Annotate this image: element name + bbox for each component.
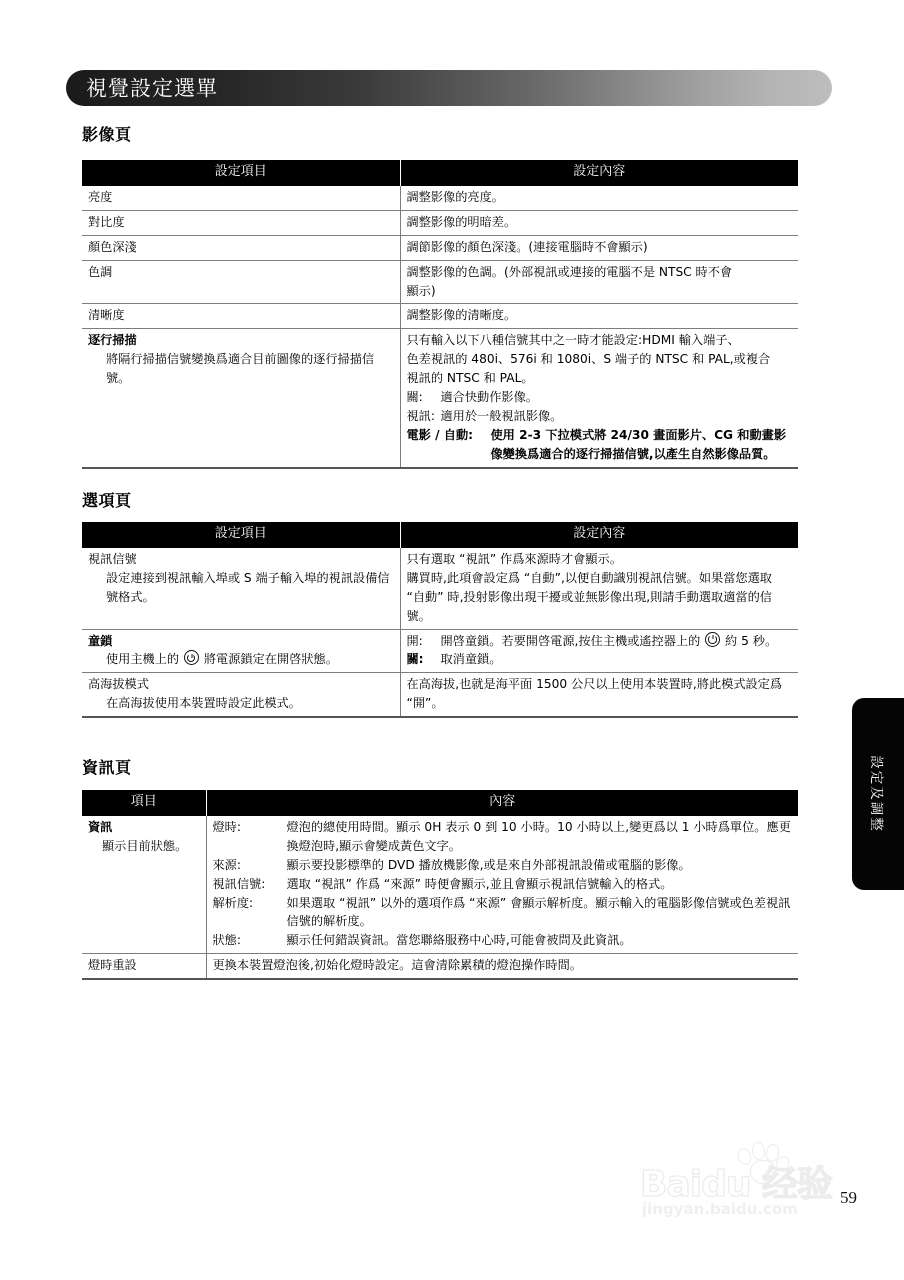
row-description (400, 629, 798, 673)
info-value: 選取 “視訊” 作爲 “來源” 時便會顯示,並且會顯示視訊信號輸入的格式。 (286, 876, 673, 891)
page-number: 59 (840, 1188, 857, 1207)
info-entry (213, 875, 794, 894)
row-item-title: 資訊 (88, 819, 113, 834)
table-row (82, 673, 798, 717)
row-item-label: 亮度 (82, 186, 400, 210)
section-heading-image-page: 影像頁 (82, 125, 132, 144)
info-value: 燈泡的總使用時間。顯示 0H 表示 0 到 10 小時。10 小時以上,變更爲以 1 小時爲單位。應更換燈泡時,顯示會變成黃色文字。 (286, 819, 791, 853)
row-description (206, 816, 798, 954)
column-header-item: 設定項目 (82, 160, 400, 186)
page-banner (66, 70, 832, 106)
info-value: 顯示要投影標準的 DVD 播放機影像,或是來自外部視訊設備或電腦的影像。 (286, 857, 691, 872)
row-item-subtitle: 顯示目前狀態。 (102, 838, 188, 853)
info-entry (213, 894, 794, 932)
desc-line: 只有選取 “視訊” 作爲來源時才會顯示。 (406, 551, 622, 566)
table-row (82, 304, 798, 329)
table-option-page (82, 522, 798, 718)
row-item-label (82, 629, 400, 673)
info-entry (213, 818, 794, 856)
row-item-title: 童鎖 (88, 633, 113, 648)
table-row (82, 186, 798, 210)
row-description: 在高海拔,也就是海平面 1500 公尺以上使用本裝置時,將此模式設定爲 “開”。 (400, 673, 798, 717)
column-header-item: 設定項目 (82, 522, 400, 548)
option-entry (407, 388, 794, 407)
option-value: 適合快動作影像。 (440, 390, 538, 405)
row-item-subtitle: 將隔行掃描信號變換爲適合目前圖像的逐行掃描信號。 (106, 352, 375, 386)
info-key: 來源: (212, 857, 241, 872)
option-value: 使用 2-3 下拉模式將 24/30 畫面影片、CG 和動畫影像變換爲適合的逐行掃描信號,以產生自然影像品質。 (490, 427, 787, 461)
row-item-label (82, 816, 206, 954)
option-value: 取消童鎖。 (440, 652, 502, 667)
column-header-item: 項目 (82, 790, 206, 816)
row-description: 調整影像的亮度。 (400, 186, 798, 210)
table-header-row (82, 522, 798, 548)
option-key: 關: (406, 390, 423, 405)
row-description (400, 260, 798, 304)
option-key: 電影 / 自動: (406, 427, 474, 442)
option-key: 視訊: (406, 408, 435, 423)
desc-line: 只有輸入以下八種信號其中之一時才能設定:HDMI 輸入端子、 (406, 333, 740, 348)
table-row (82, 260, 798, 304)
row-item-label (82, 673, 400, 717)
row-item-title: 高海拔模式 (88, 677, 149, 692)
power-icon (705, 632, 720, 647)
option-value: 開啓童鎖。若要開啓電源,按住主機或遙控器上的 約 5 秒。 (440, 633, 778, 648)
desc-line: 購買時,此項會設定爲 “自動”,以便自動識別視訊信號。如果當您選取 “自動” 時,投射影像出現干擾或並無影像出現,則請手動選取適當的信號。 (406, 570, 772, 623)
section-heading-option-page: 選項頁 (82, 491, 132, 510)
option-entry (407, 650, 794, 669)
desc-line: 色差視訊的 480i、576i 和 1080i、S 端子的 NTSC 和 PAL,或複合 (406, 352, 771, 367)
row-item-subtitle: 使用主機上的 將電源鎖定在開啓狀態。 (106, 652, 338, 667)
table-row (82, 548, 798, 629)
table-row (82, 954, 798, 979)
row-item-label: 色調 (82, 260, 400, 304)
row-item-label (82, 548, 400, 629)
side-tab-label: 設定及調整 (868, 755, 884, 833)
row-description: 更換本裝置燈泡後,初始化燈時設定。這會清除累積的燈泡操作時間。 (206, 954, 798, 979)
watermark (640, 1140, 880, 1230)
info-value: 顯示任何錯誤資訊。當您聯絡服務中心時,可能會被問及此資訊。 (286, 933, 632, 948)
row-description (400, 329, 798, 468)
row-item-label: 清晰度 (82, 304, 400, 329)
row-item-label: 燈時重設 (82, 954, 206, 979)
option-entry (407, 426, 794, 464)
table-image-page (82, 160, 798, 469)
info-entry (213, 856, 794, 875)
watermark-sub-text: jingyan.baidu.com (642, 1200, 798, 1218)
option-entry (407, 407, 794, 426)
column-header-content: 設定內容 (400, 522, 798, 548)
column-header-content: 設定內容 (400, 160, 798, 186)
paw-icon (736, 1142, 796, 1184)
row-item-subtitle: 在高海拔使用本裝置時設定此模式。 (106, 696, 301, 711)
table-row (82, 816, 798, 954)
table-header-row (82, 790, 798, 816)
row-description: 調節影像的顏色深淺。(連接電腦時不會顯示) (400, 235, 798, 260)
desc-line: 調整影像的色調。(外部視訊或連接的電腦不是 NTSC 時不會 (406, 264, 733, 279)
row-item-label (82, 329, 400, 468)
watermark-main-text: Baidu 经验 (640, 1164, 833, 1205)
banner-title: 視覺設定選單 (86, 76, 218, 101)
row-item-subtitle: 設定連接到視訊輸入埠或 S 端子輸入埠的視訊設備信號格式。 (106, 570, 390, 604)
row-item-title: 逐行掃描 (88, 333, 137, 348)
table-row (82, 235, 798, 260)
table-header-row (82, 160, 798, 186)
column-header-content: 內容 (206, 790, 798, 816)
row-description (400, 548, 798, 629)
option-key: 開: (406, 633, 423, 648)
desc-line: 顯示) (406, 283, 436, 298)
desc-line: 視訊的 NTSC 和 PAL。 (406, 371, 534, 386)
table-row (82, 329, 798, 468)
option-entry (407, 632, 794, 651)
row-item-title: 視訊信號 (88, 551, 137, 566)
info-entry (213, 931, 794, 950)
side-tab-settings-adjustment (852, 698, 904, 890)
table-row (82, 629, 798, 673)
row-description: 調整影像的清晰度。 (400, 304, 798, 329)
info-key: 視訊信號: (212, 876, 266, 891)
table-row (82, 210, 798, 235)
row-description: 調整影像的明暗差。 (400, 210, 798, 235)
info-key: 狀態: (212, 933, 241, 948)
power-icon (184, 650, 199, 665)
info-key: 解析度: (212, 895, 254, 910)
option-key: 關: (406, 652, 424, 667)
info-key: 燈時: (212, 819, 241, 834)
option-value: 適用於一般視訊影像。 (440, 408, 563, 423)
row-item-label: 對比度 (82, 210, 400, 235)
info-value: 如果選取 “視訊” 以外的選項作爲 “來源” 會顯示解析度。顯示輸入的電腦影像信號或色差視訊信號的解析度。 (286, 895, 791, 929)
table-info-page (82, 790, 798, 980)
row-item-label: 顏色深淺 (82, 235, 400, 260)
section-heading-info-page: 資訊頁 (82, 758, 132, 777)
